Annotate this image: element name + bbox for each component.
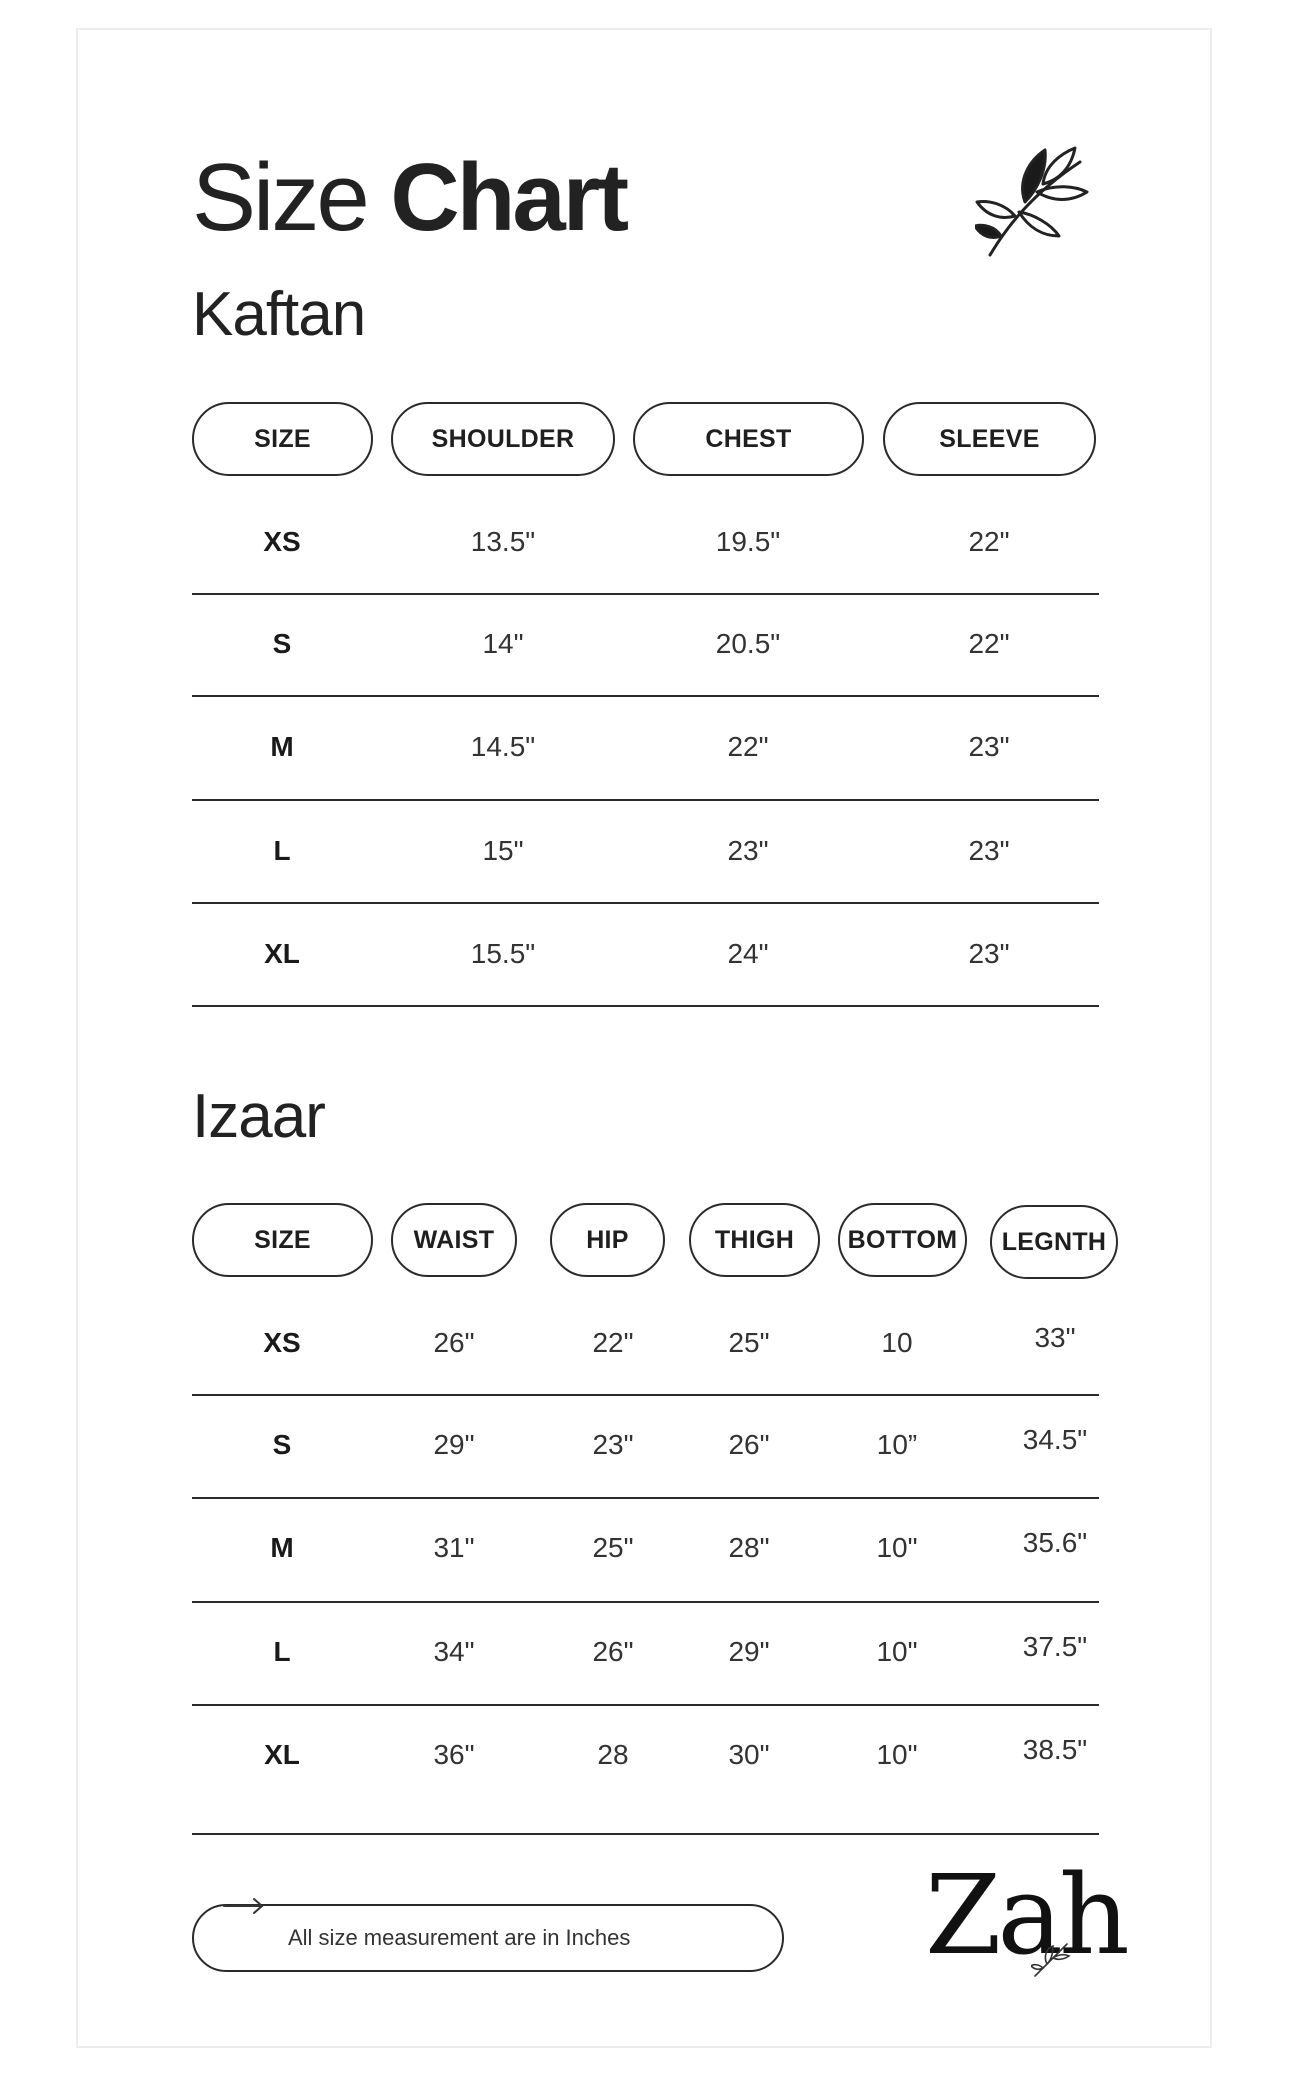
izaar-cell-length: 38.5" — [1022, 1734, 1088, 1765]
izaar-cell-waist: 26" — [433, 1327, 475, 1358]
izaar-header-length: LEGNTH — [990, 1205, 1118, 1279]
kaftan-cell-sleeve: 23" — [968, 835, 1010, 866]
izaar-cell-waist: 34" — [433, 1636, 475, 1667]
kaftan-header-size: SIZE — [192, 402, 373, 476]
izaar-cell-hip: 25" — [592, 1532, 634, 1563]
izaar-cell-bottom: 10” — [876, 1429, 918, 1460]
izaar-cell-hip: 26" — [592, 1636, 634, 1667]
izaar-header-hip: HIP — [550, 1203, 665, 1277]
kaftan-cell-chest: 23" — [727, 835, 769, 866]
izaar-cell-thigh: 28" — [728, 1532, 770, 1563]
row-divider — [192, 902, 1099, 904]
kaftan-cell-sleeve: 22" — [968, 628, 1010, 659]
izaar-cell-length: 37.5" — [1022, 1631, 1088, 1662]
row-divider — [192, 593, 1099, 595]
izaar-cell-size: XS — [263, 1327, 301, 1358]
izaar-cell-size: XL — [264, 1739, 300, 1770]
title-bold: Chart — [390, 144, 627, 251]
izaar-cell-length: 35.6" — [1022, 1527, 1088, 1558]
izaar-cell-size: M — [270, 1532, 294, 1563]
izaar-cell-thigh: 30" — [728, 1739, 770, 1770]
measurement-note-text: All size measurement are in Inches — [288, 1925, 631, 1950]
page-title — [192, 144, 627, 251]
kaftan-cell-size: XS — [263, 526, 301, 557]
izaar-header-waist: WAIST — [391, 1203, 517, 1277]
izaar-cell-waist: 29" — [433, 1429, 475, 1460]
kaftan-cell-chest: 24" — [727, 938, 769, 969]
izaar-cell-thigh: 29" — [728, 1636, 770, 1667]
kaftan-cell-size: L — [273, 835, 291, 866]
kaftan-cell-size: S — [272, 628, 292, 659]
kaftan-cell-sleeve: 23" — [968, 731, 1010, 762]
kaftan-header-sleeve: SLEEVE — [883, 402, 1096, 476]
izaar-title: Izaar — [192, 1082, 325, 1151]
izaar-cell-bottom: 10" — [876, 1739, 918, 1770]
row-divider — [192, 1005, 1099, 1007]
row-divider — [192, 695, 1099, 697]
izaar-cell-hip: 22" — [592, 1327, 634, 1358]
izaar-cell-hip: 23" — [592, 1429, 634, 1460]
measurement-note — [192, 1904, 784, 1972]
row-divider — [192, 1601, 1099, 1603]
kaftan-header-shoulder: SHOULDER — [391, 402, 615, 476]
brand-logo-text: Zah — [925, 1851, 1126, 1979]
izaar-cell-length: 34.5" — [1022, 1424, 1088, 1455]
izaar-cell-thigh: 25" — [728, 1327, 770, 1358]
izaar-header-size: SIZE — [192, 1203, 373, 1277]
izaar-cell-length: 33" — [1034, 1322, 1076, 1353]
kaftan-cell-shoulder: 14" — [482, 628, 524, 659]
kaftan-title: Kaftan — [192, 280, 366, 349]
kaftan-cell-size: M — [270, 731, 294, 762]
kaftan-header-chest: CHEST — [633, 402, 864, 476]
izaar-cell-bottom: 10" — [876, 1532, 918, 1563]
izaar-cell-bottom: 10" — [876, 1636, 918, 1667]
kaftan-cell-sleeve: 23" — [968, 938, 1010, 969]
izaar-cell-size: L — [273, 1636, 291, 1667]
izaar-cell-waist: 31" — [433, 1532, 475, 1563]
leaf-branch-icon — [975, 140, 1095, 260]
title-light: Size — [192, 144, 367, 251]
izaar-header-thigh: THIGH — [689, 1203, 820, 1277]
row-divider — [192, 799, 1099, 801]
kaftan-cell-shoulder: 13.5" — [470, 526, 536, 557]
izaar-cell-hip: 28 — [597, 1739, 629, 1770]
row-divider — [192, 1833, 1099, 1835]
kaftan-cell-sleeve: 22" — [968, 526, 1010, 557]
brand-logo — [925, 1851, 1126, 1980]
arrow-icon — [222, 1896, 266, 1916]
izaar-cell-size: S — [272, 1429, 292, 1460]
row-divider — [192, 1497, 1099, 1499]
izaar-cell-bottom: 10 — [881, 1327, 913, 1358]
row-divider — [192, 1394, 1099, 1396]
kaftan-cell-chest: 20.5" — [715, 628, 781, 659]
kaftan-cell-shoulder: 14.5" — [470, 731, 536, 762]
leaf-sprig-icon — [1031, 1938, 1071, 1978]
row-divider — [192, 1704, 1099, 1706]
izaar-cell-waist: 36" — [433, 1739, 475, 1770]
kaftan-cell-size: XL — [264, 938, 300, 969]
kaftan-cell-shoulder: 15" — [482, 835, 524, 866]
izaar-header-bottom: BOTTOM — [838, 1203, 967, 1277]
kaftan-cell-chest: 22" — [727, 731, 769, 762]
izaar-cell-thigh: 26" — [728, 1429, 770, 1460]
kaftan-cell-shoulder: 15.5" — [470, 938, 536, 969]
kaftan-cell-chest: 19.5" — [715, 526, 781, 557]
